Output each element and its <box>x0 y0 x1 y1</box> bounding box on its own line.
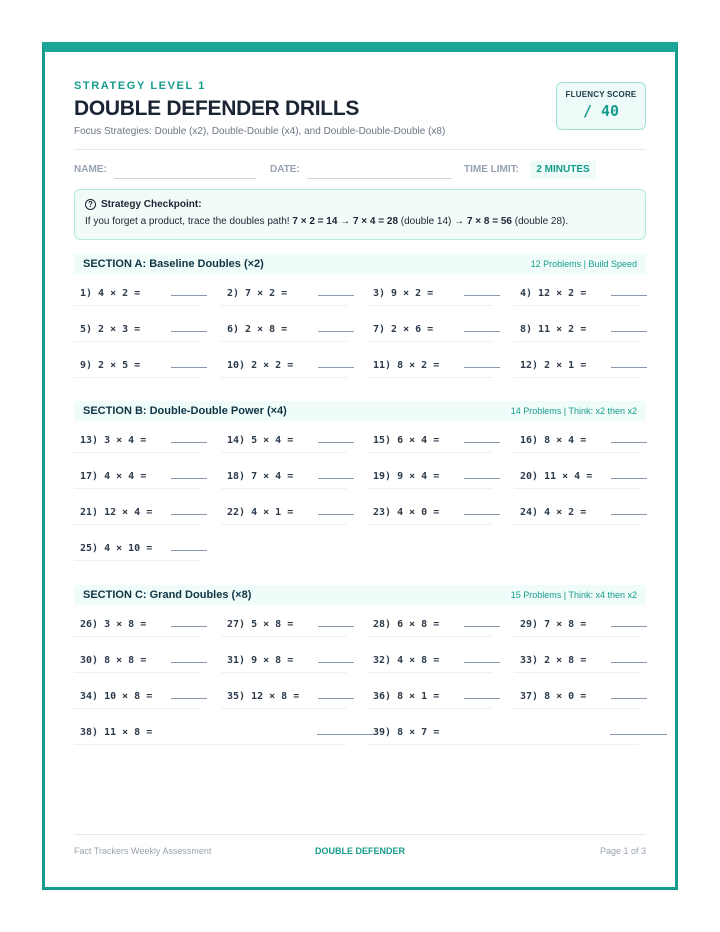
fluency-score-box <box>556 82 646 130</box>
section-c-title: SECTION C: Grand Doubles (×8) <box>83 589 252 601</box>
problem-item <box>221 286 347 306</box>
problem-item <box>514 617 640 637</box>
answer-blank[interactable] <box>611 662 647 663</box>
time-limit-label: TIME LIMIT: <box>464 164 519 175</box>
problem-text: 29) 7 × 8 = <box>520 619 587 630</box>
footer-left: Fact Trackers Weekly Assessment <box>74 846 212 856</box>
answer-blank[interactable] <box>171 626 207 627</box>
problem-item <box>221 689 347 709</box>
footer-page-number: Page 1 of 3 <box>599 846 646 856</box>
problem-text: 16) 8 × 4 = <box>520 435 587 446</box>
problem-text: 31) 9 × 8 = <box>227 655 294 666</box>
problem-item <box>514 322 640 342</box>
answer-blank[interactable] <box>318 295 354 296</box>
answer-blank[interactable] <box>318 698 354 699</box>
problem-item <box>367 689 493 709</box>
problem-text: 4) 12 × 2 = <box>520 288 587 299</box>
problem-text: 8) 11 × 2 = <box>520 324 587 335</box>
problem-text: 13) 3 × 4 = <box>80 435 147 446</box>
footer-middle: DOUBLE DEFENDER <box>314 846 405 856</box>
answer-blank[interactable] <box>611 295 647 296</box>
problem-item <box>514 469 640 489</box>
page-title: DOUBLE DEFENDER DRILLS <box>74 97 360 120</box>
problem-item <box>367 617 493 637</box>
answer-blank[interactable] <box>317 734 374 735</box>
answer-blank[interactable] <box>464 626 500 627</box>
problem-item <box>74 689 200 709</box>
problem-text: 33) 2 × 8 = <box>520 655 587 666</box>
checkpoint-title: Strategy Checkpoint: <box>101 199 202 210</box>
problem-text: 21) 12 × 4 = <box>80 507 153 518</box>
problem-text: 23) 4 × 0 = <box>373 507 440 518</box>
section-a-header <box>74 254 646 274</box>
header-divider <box>74 149 646 150</box>
answer-blank[interactable] <box>611 367 647 368</box>
section-b-title: SECTION B: Double-Double Power (×4) <box>83 405 287 417</box>
time-limit-value: 2 MINUTES <box>530 161 596 179</box>
problem-text: 17) 4 × 4 = <box>80 471 147 482</box>
answer-blank[interactable] <box>318 442 354 443</box>
problem-item <box>74 541 200 561</box>
answer-blank[interactable] <box>464 662 500 663</box>
answer-blank[interactable] <box>611 331 647 332</box>
problem-item <box>74 322 200 342</box>
problem-item <box>74 358 200 378</box>
problem-item <box>74 433 200 453</box>
answer-blank[interactable] <box>464 698 500 699</box>
problem-item <box>74 653 200 673</box>
answer-blank[interactable] <box>318 331 354 332</box>
problem-item <box>514 433 640 453</box>
problem-text: 2) 7 × 2 = <box>227 288 288 299</box>
problem-item <box>74 725 346 745</box>
problem-text: 18) 7 × 4 = <box>227 471 294 482</box>
problem-text: 37) 8 × 0 = <box>520 691 587 702</box>
problem-item <box>367 358 493 378</box>
problem-item <box>74 505 200 525</box>
answer-blank[interactable] <box>318 626 354 627</box>
section-b-note: 14 Problems | Think: x2 then x2 <box>510 406 637 416</box>
name-label: NAME: <box>74 164 107 175</box>
problem-item <box>367 433 493 453</box>
strategy-level: STRATEGY LEVEL 1 <box>74 80 206 92</box>
problem-item <box>221 653 347 673</box>
problem-text: 10) 2 × 2 = <box>227 360 294 371</box>
problem-text: 35) 12 × 8 = <box>227 691 300 702</box>
problem-text: 28) 6 × 8 = <box>373 619 440 630</box>
answer-blank[interactable] <box>318 478 354 479</box>
answer-blank[interactable] <box>464 514 500 515</box>
answer-blank[interactable] <box>464 478 500 479</box>
question-circle-icon: ? <box>85 199 96 210</box>
answer-blank[interactable] <box>318 662 354 663</box>
fluency-score-label: FLUENCY SCORE <box>565 90 637 99</box>
section-c-note: 15 Problems | Think: x4 then x2 <box>510 590 637 600</box>
answer-blank[interactable] <box>610 734 667 735</box>
problem-text: 12) 2 × 1 = <box>520 360 587 371</box>
problem-item <box>514 286 640 306</box>
answer-blank[interactable] <box>171 662 207 663</box>
answer-blank[interactable] <box>464 295 500 296</box>
problem-item <box>367 505 493 525</box>
answer-blank[interactable] <box>464 367 500 368</box>
checkpoint-text: If you forget a product, trace the doubles path! 7 × 2 = 14 → 7 × 4 = 28 (double 14) → 7 × 8 = 56 (double 28). <box>85 216 569 227</box>
problem-item <box>514 358 640 378</box>
problem-text: 1) 4 × 2 = <box>80 288 141 299</box>
page-subtitle: Focus Strategies: Double (x2), Double-Double (x4), and Double-Double-Double (x8) <box>74 126 446 137</box>
problem-text: 26) 3 × 8 = <box>80 619 147 630</box>
footer-divider <box>74 834 646 835</box>
problem-text: 36) 8 × 1 = <box>373 691 440 702</box>
problem-text: 7) 2 × 6 = <box>373 324 434 335</box>
answer-blank[interactable] <box>171 698 207 699</box>
date-label: DATE: <box>270 164 300 175</box>
answer-blank[interactable] <box>611 698 647 699</box>
problem-item <box>221 358 347 378</box>
problem-item <box>367 653 493 673</box>
problem-text: 15) 6 × 4 = <box>373 435 440 446</box>
problem-text: 11) 8 × 2 = <box>373 360 440 371</box>
answer-blank[interactable] <box>171 295 207 296</box>
problem-text: 39) 8 × 7 = <box>373 727 440 738</box>
problem-item <box>221 469 347 489</box>
problem-text: 5) 2 × 3 = <box>80 324 141 335</box>
answer-blank[interactable] <box>611 478 647 479</box>
problem-item <box>74 469 200 489</box>
problem-item <box>74 286 200 306</box>
answer-blank[interactable] <box>611 442 647 443</box>
problem-text: 38) 11 × 8 = <box>80 727 153 738</box>
strategy-checkpoint <box>74 189 646 240</box>
problem-item <box>514 653 640 673</box>
section-c-header <box>74 585 646 605</box>
problem-text: 9) 2 × 5 = <box>80 360 141 371</box>
date-field[interactable] <box>307 178 452 179</box>
name-field[interactable] <box>114 178 256 179</box>
worksheet <box>42 42 678 890</box>
problem-text: 6) 2 × 8 = <box>227 324 288 335</box>
answer-blank[interactable] <box>171 514 207 515</box>
answer-blank[interactable] <box>611 514 647 515</box>
problem-item <box>221 617 347 637</box>
section-a-title: SECTION A: Baseline Doubles (×2) <box>83 258 264 270</box>
problem-text: 32) 4 × 8 = <box>373 655 440 666</box>
problem-text: 30) 8 × 8 = <box>80 655 147 666</box>
problem-text: 22) 4 × 1 = <box>227 507 294 518</box>
problem-item <box>74 617 200 637</box>
problem-item <box>514 505 640 525</box>
section-b-header <box>74 401 646 421</box>
problem-item <box>367 286 493 306</box>
answer-blank[interactable] <box>171 478 207 479</box>
problem-text: 34) 10 × 8 = <box>80 691 153 702</box>
problem-text: 27) 5 × 8 = <box>227 619 294 630</box>
problem-text: 19) 9 × 4 = <box>373 471 440 482</box>
problem-item <box>221 322 347 342</box>
answer-blank[interactable] <box>318 367 354 368</box>
answer-blank[interactable] <box>611 626 647 627</box>
problem-item <box>514 689 640 709</box>
problem-item <box>221 505 347 525</box>
answer-blank[interactable] <box>318 514 354 515</box>
answer-blank[interactable] <box>464 331 500 332</box>
answer-blank[interactable] <box>171 550 207 551</box>
answer-blank[interactable] <box>171 331 207 332</box>
problem-text: 24) 4 × 2 = <box>520 507 587 518</box>
section-a-note: 12 Problems | Build Speed <box>530 259 637 269</box>
problem-text: 20) 11 × 4 = <box>520 471 593 482</box>
answer-blank[interactable] <box>464 442 500 443</box>
problem-item <box>221 433 347 453</box>
problem-item <box>367 322 493 342</box>
answer-blank[interactable] <box>171 442 207 443</box>
problem-item <box>367 469 493 489</box>
fluency-score-value: / 40 <box>582 102 620 120</box>
problem-text: 3) 9 × 2 = <box>373 288 434 299</box>
answer-blank[interactable] <box>171 367 207 368</box>
problem-text: 14) 5 × 4 = <box>227 435 294 446</box>
problem-text: 25) 4 × 10 = <box>80 543 153 554</box>
problem-item <box>367 725 639 745</box>
